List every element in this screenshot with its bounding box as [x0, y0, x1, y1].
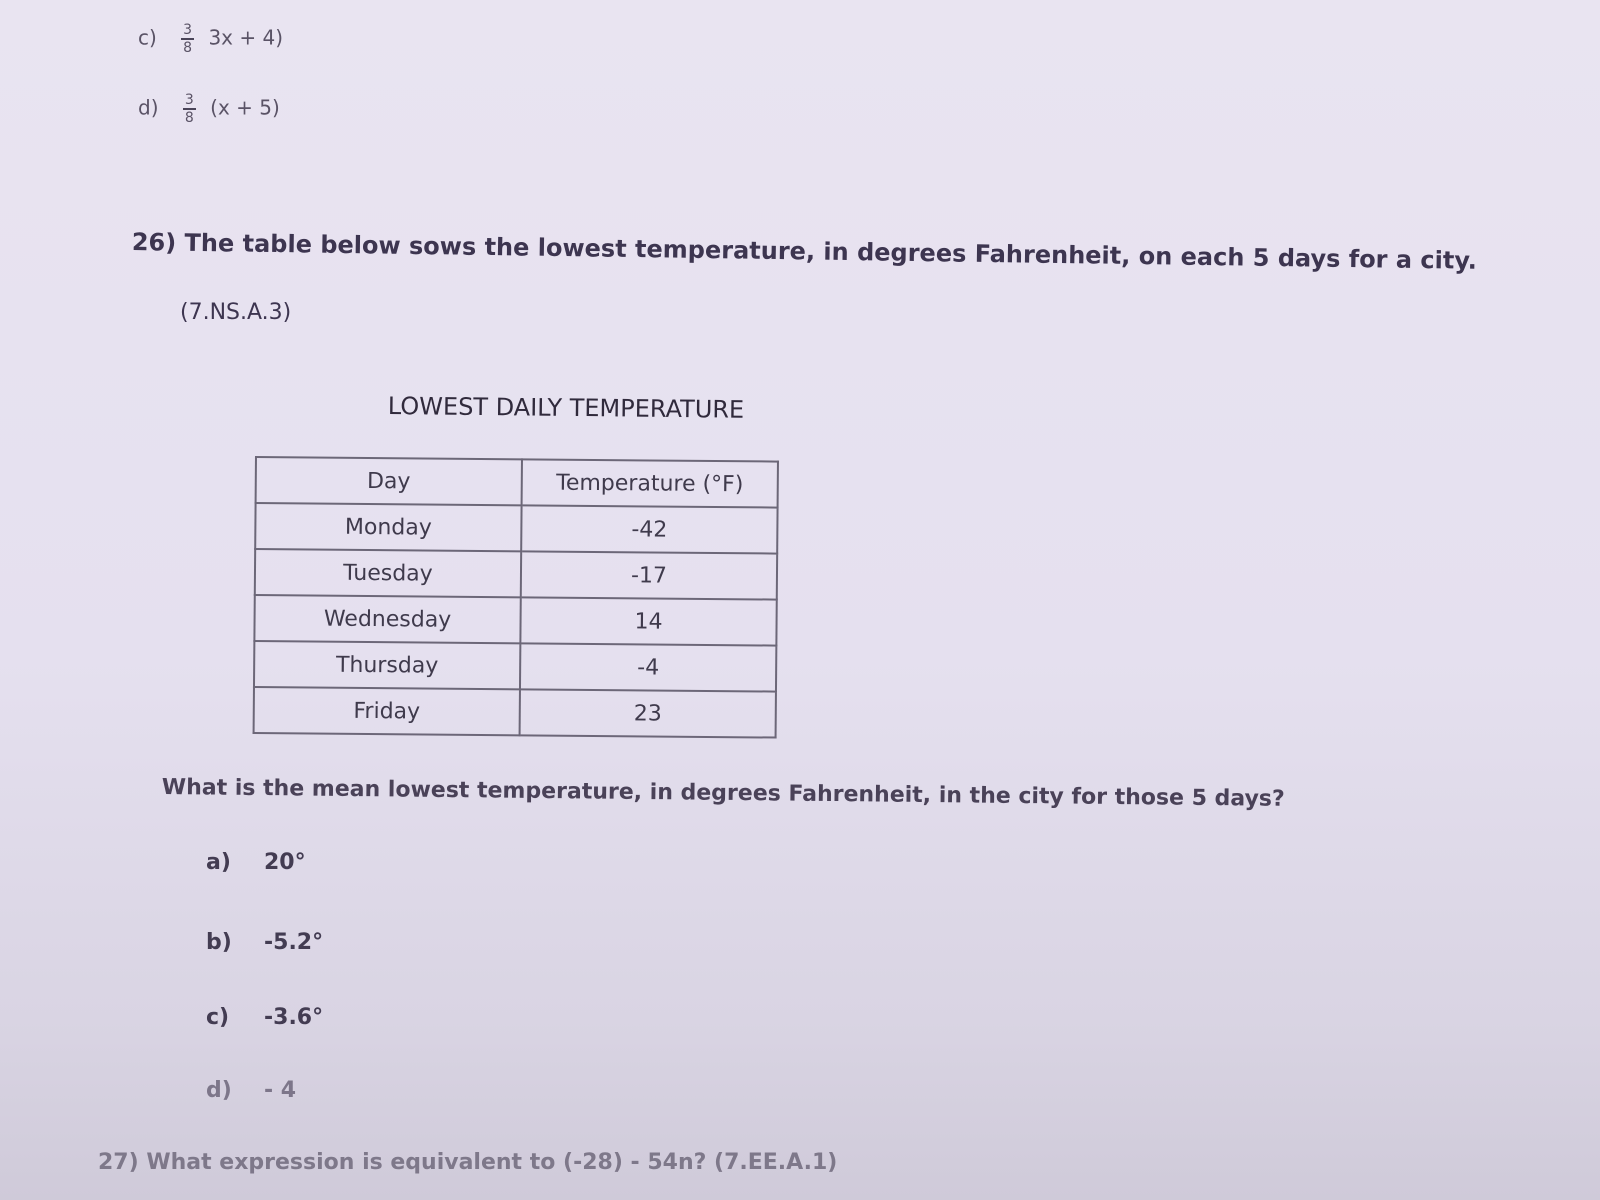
day-cell: Tuesday [255, 549, 521, 597]
fraction-denominator: 8 [184, 110, 194, 126]
answer-option-d [206, 1078, 296, 1103]
table-row [254, 595, 776, 646]
standard-code: (7.NS.A.3) [180, 300, 292, 325]
fraction-denominator: 8 [183, 40, 193, 56]
option-label: c) [206, 1005, 230, 1030]
option-value: - 4 [264, 1078, 297, 1103]
table-header-row [256, 457, 778, 508]
day-cell: Wednesday [254, 595, 520, 643]
day-cell: Thursday [254, 641, 520, 689]
temperature-table [253, 456, 779, 739]
table-row [254, 641, 776, 692]
header-day: Day [256, 457, 522, 505]
temperature-cell: -17 [521, 551, 777, 599]
answer-option-a [206, 850, 306, 875]
temperature-cell: -42 [521, 505, 777, 553]
question-prompt: What is the mean lowest temperature, in degrees Fahrenheit, in the city for those 5 days? [161, 775, 1285, 812]
question-27-partial: 27) What expression is equivalent to (-28) - 54n? (7.EE.A.1) [98, 1150, 838, 1175]
fraction [183, 92, 196, 126]
table-title: LOWEST DAILY TEMPERATURE [387, 392, 745, 424]
option-value: -3.6° [264, 1005, 324, 1030]
prev-choice-c [138, 22, 283, 56]
prev-choice-d [138, 92, 280, 126]
table-row [255, 503, 777, 554]
fraction-numerator: 3 [183, 22, 193, 38]
option-value: -5.2° [264, 930, 324, 955]
header-temperature: Temperature (°F) [522, 459, 778, 507]
temperature-cell: 23 [520, 689, 776, 737]
option-label: d) [206, 1078, 232, 1103]
choice-label: d) [138, 95, 159, 120]
day-cell: Monday [255, 503, 521, 551]
option-label: a) [206, 850, 231, 875]
fraction [181, 22, 194, 56]
choice-expression: (x + 5) [210, 95, 280, 120]
option-label: b) [206, 930, 232, 955]
question-26-text: 26) The table below sows the lowest temperature, in degrees Fahrenheit, on each 5 days for a city. [131, 228, 1478, 275]
temperature-cell: -4 [520, 643, 776, 691]
answer-option-b [206, 930, 323, 955]
answer-option-c [206, 1005, 323, 1030]
choice-expression: 3x + 4) [208, 25, 284, 50]
option-value: 20° [264, 850, 306, 875]
day-cell: Friday [254, 687, 520, 735]
temperature-cell: 14 [520, 597, 776, 645]
table-row [255, 549, 777, 600]
fraction-numerator: 3 [184, 92, 194, 108]
table-row [254, 687, 776, 738]
choice-label: c) [138, 25, 157, 50]
